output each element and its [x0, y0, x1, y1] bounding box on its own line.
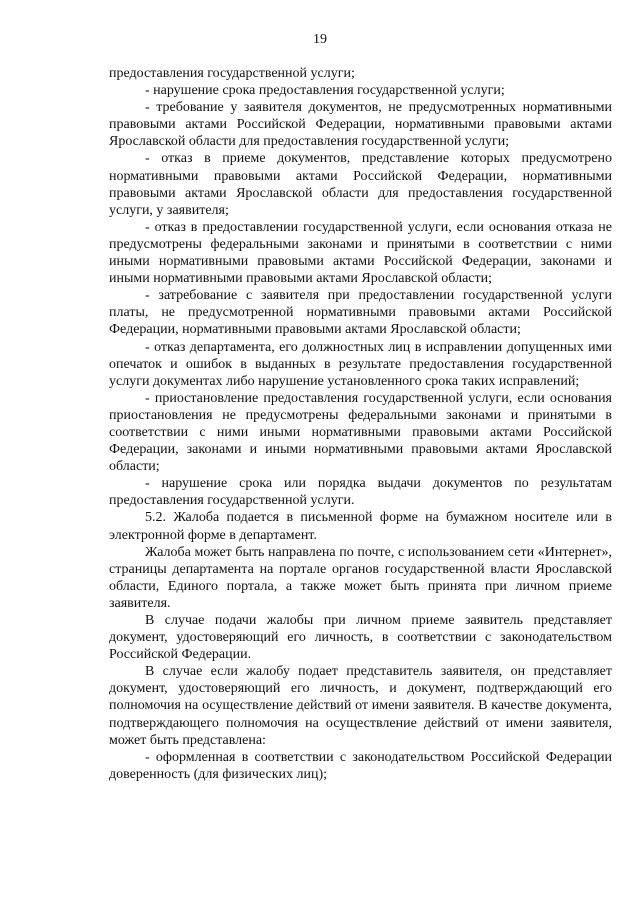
paragraph: - отказ в предоставлении государственной услуги, если основания отказа не предусмотрены федеральными законами и принятыми в соответствии с ними иными нормативными правовыми актами Российской Федерации, законами и иными нормативными правовыми актами Ярославской области;: [109, 219, 612, 287]
paragraph: 5.2. Жалоба подается в письменной форме на бумажном носителе или в электронной форме в департамент.: [109, 510, 612, 543]
paragraph: - затребование с заявителя при предоставлении государственной услуги платы, не предусмотренной нормативными правовыми актами Российской Федерации, нормативными правовыми актами Ярославской области;: [109, 288, 612, 338]
paragraph: - приостановление предоставления государственной услуги, если основания приостановления не предусмотрены федеральными законами и принятыми в соответствии с ними иными нормативными правовыми актами Российской Федерации, законами и иными нормативными правовыми актами Ярославской области;: [109, 390, 612, 475]
page-number: 19: [313, 32, 327, 47]
paragraph: - нарушение срока предоставления государственной услуги;: [145, 83, 505, 99]
paragraph: Жалоба может быть направлена по почте, с использованием сети «Интернет», страницы департамента на портале органов государственной власти Ярославской области, Единого портала, а также может быть принята при личном приеме заявителя.: [109, 544, 612, 611]
paragraph: - нарушение срока или порядка выдачи документов по результатам предоставления государственной услуги.: [109, 476, 612, 509]
paragraph: - отказ в приеме документов, представление которых предусмотрено нормативными правовыми актами Российской Федерации, нормативными правовыми актами Ярославской области для предоставления государственной услуги, у заявителя;: [109, 151, 612, 218]
paragraph: - требование у заявителя документов, не предусмотренных нормативными правовыми актами Российской Федерации, нормативными правовыми актами Ярославской области для предоставления государственной услуги;: [109, 100, 612, 150]
paragraph: - отказ департамента, его должностных лиц в исправлении допущенных ими опечаток и ошибок в выданных в результате предоставления государственной услуги документах либо нарушение установленного срока таких исправлений;: [109, 339, 612, 389]
document-body: [109, 65, 612, 783]
paragraph: В случае если жалобу подает представитель заявителя, он представляет документ, удостоверяющий его личность, и документ, подтверждающий его полномочия на осуществление действий от имени заявителя. В качестве документа, подтверждающего полномочия на осуществление действий от имени заявителя, может быть представлена:: [109, 664, 612, 748]
paragraph: - оформленная в соответствии с законодательством Российской Федерации доверенность (для физических лиц);: [109, 749, 612, 782]
paragraph: В случае подачи жалобы при личном приеме заявитель представляет документ, удостоверяющий его личность, в соответствии с законодательством Российской Федерации.: [109, 613, 612, 663]
paragraph: предоставления государственной услуги;: [109, 66, 355, 81]
